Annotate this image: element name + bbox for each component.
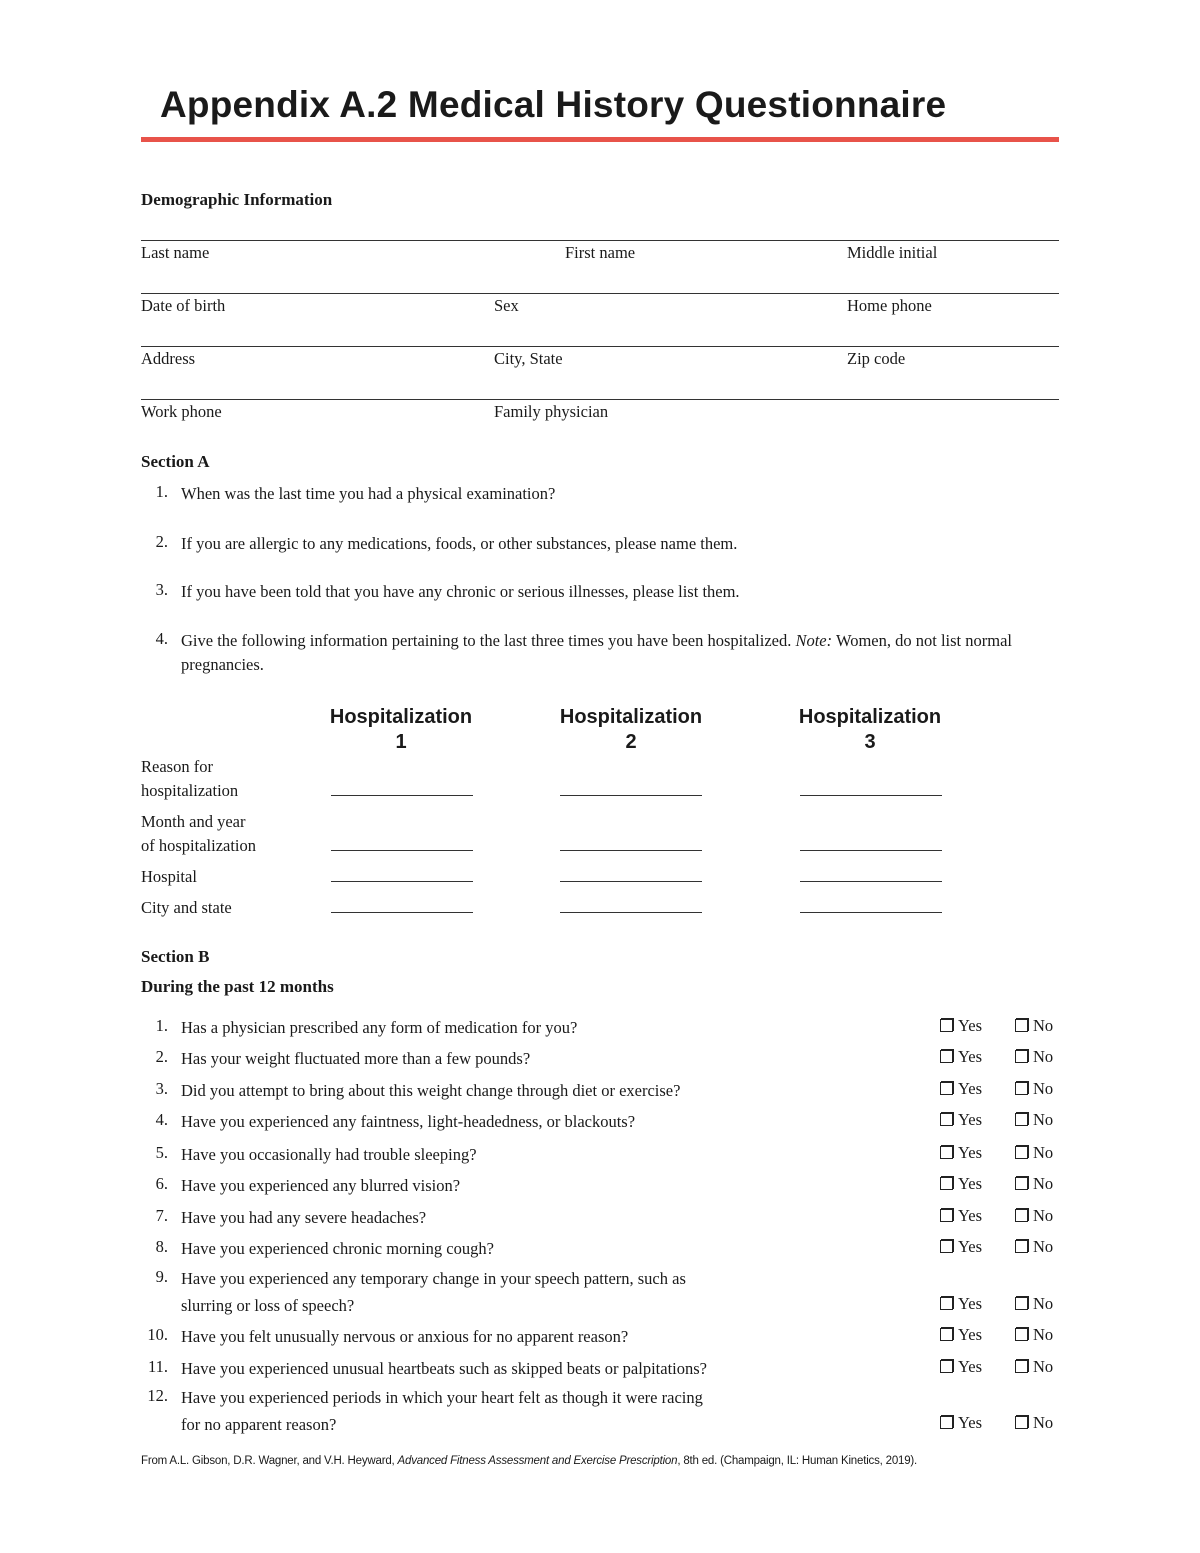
question-text-line: Have you felt unusually nervous or anxious for no apparent reason? xyxy=(181,1327,629,1346)
checkbox-icon[interactable] xyxy=(1015,1050,1028,1063)
question-number: 2. xyxy=(155,532,168,551)
answer-no-option[interactable] xyxy=(1015,1079,1053,1099)
question-text-line: Has a physician prescribed any form of medication for you? xyxy=(181,1018,578,1037)
section-b-question-8 xyxy=(181,1237,881,1261)
section-b-question-3 xyxy=(181,1079,881,1103)
answer-no-option[interactable] xyxy=(1015,1143,1053,1163)
checkbox-icon[interactable] xyxy=(1015,1177,1028,1190)
answer-yes-option[interactable] xyxy=(940,1237,982,1257)
hospitalization-row-label-hospital: Hospital xyxy=(141,867,197,886)
field-label-sex: Sex xyxy=(494,296,519,315)
fill-line[interactable] xyxy=(141,240,1059,241)
row-label-line: of hospitalization xyxy=(141,836,257,855)
checkbox-icon[interactable] xyxy=(940,1050,953,1063)
citation-suffix: , 8th ed. (Champaign, IL: Human Kinetics, 2019). xyxy=(677,1455,918,1467)
answer-yes-option[interactable] xyxy=(940,1079,982,1099)
answer-yes-label: Yes xyxy=(958,1325,983,1344)
section-b-question-5 xyxy=(181,1143,881,1167)
blank-line[interactable] xyxy=(560,912,702,913)
section-a-heading: Section A xyxy=(141,452,210,471)
answer-no-option[interactable] xyxy=(1015,1174,1053,1194)
question-text-line: Have you experienced periods in which your heart felt as though it were racing xyxy=(181,1388,703,1407)
answer-yes-option[interactable] xyxy=(940,1016,982,1036)
row-label-line: Month and year xyxy=(141,812,246,831)
hospitalization-column-1 xyxy=(301,705,501,755)
question-number: 5. xyxy=(155,1143,168,1162)
blank-line[interactable] xyxy=(560,795,702,796)
answer-yes-label: Yes xyxy=(958,1174,983,1193)
question-number: 12. xyxy=(147,1386,168,1405)
section-b-question-12 xyxy=(181,1386,881,1437)
checkbox-icon[interactable] xyxy=(940,1360,953,1373)
row-label-line: hospitalization xyxy=(141,781,239,800)
answer-yes-option[interactable] xyxy=(940,1413,982,1433)
citation-prefix: From A.L. Gibson, D.R. Wagner, and V.H. Heyward, xyxy=(141,1455,395,1467)
checkbox-icon[interactable] xyxy=(940,1019,953,1032)
field-label-date-of-birth: Date of birth xyxy=(141,296,226,315)
fill-line[interactable] xyxy=(141,293,1059,294)
answer-yes-label: Yes xyxy=(958,1110,983,1129)
section-b-question-6 xyxy=(181,1174,881,1198)
answer-no-label: No xyxy=(1033,1413,1054,1432)
question-text-line: Have you experienced any blurred vision? xyxy=(181,1176,461,1195)
answer-no-label: No xyxy=(1033,1143,1054,1162)
section-a-question-3: If you have been told that you have any chronic or serious illnesses, please list them. xyxy=(181,582,740,601)
answer-no-label: No xyxy=(1033,1237,1054,1256)
answer-no-option[interactable] xyxy=(1015,1294,1053,1314)
answer-no-option[interactable] xyxy=(1015,1237,1053,1257)
answer-yes-option[interactable] xyxy=(940,1110,982,1130)
checkbox-icon[interactable] xyxy=(1015,1240,1028,1253)
checkbox-icon[interactable] xyxy=(1015,1416,1028,1429)
answer-yes-label: Yes xyxy=(958,1016,983,1035)
blank-line[interactable] xyxy=(800,912,942,913)
field-label-last-name: Last name xyxy=(141,243,210,262)
answer-yes-option[interactable] xyxy=(940,1206,982,1226)
section-b-question-1 xyxy=(181,1016,881,1040)
question-number: 4. xyxy=(155,1110,168,1129)
checkbox-icon[interactable] xyxy=(1015,1328,1028,1341)
answer-yes-option[interactable] xyxy=(940,1143,982,1163)
answer-yes-option[interactable] xyxy=(940,1357,982,1377)
field-label-city-state: City, State xyxy=(494,349,563,368)
question-number: 9. xyxy=(155,1267,168,1286)
answer-no-option[interactable] xyxy=(1015,1357,1053,1377)
question-text-line: Did you attempt to bring about this weight change through diet or exercise? xyxy=(181,1081,681,1100)
blank-line[interactable] xyxy=(331,795,473,796)
answer-no-label: No xyxy=(1033,1110,1054,1129)
note-text: Women, do not list normal pregnancies. xyxy=(181,631,1012,674)
checkbox-icon[interactable] xyxy=(1015,1113,1028,1126)
answer-no-option[interactable] xyxy=(1015,1413,1053,1433)
question-text-line: Have you experienced chronic morning cough? xyxy=(181,1239,494,1258)
answer-no-label: No xyxy=(1033,1206,1054,1225)
checkbox-icon[interactable] xyxy=(940,1113,953,1126)
field-label-home-phone: Home phone xyxy=(847,296,932,315)
question-number: 2. xyxy=(155,1047,168,1066)
question-number: 3. xyxy=(155,580,168,599)
question-text-line: Have you experienced any temporary change in your speech pattern, such as xyxy=(181,1269,686,1288)
question-number: 7. xyxy=(155,1206,168,1225)
question-number: 11. xyxy=(147,1357,168,1376)
answer-yes-label: Yes xyxy=(958,1357,983,1376)
question-text: Give the following information pertaining to the last three times you have been hospitalized. xyxy=(181,631,792,650)
checkbox-icon[interactable] xyxy=(1015,1146,1028,1159)
note-label: Note: xyxy=(795,631,833,650)
fill-line[interactable] xyxy=(141,399,1059,400)
hospitalization-column-2 xyxy=(531,705,731,755)
fill-line[interactable] xyxy=(141,346,1059,347)
checkbox-icon[interactable] xyxy=(940,1297,953,1310)
checkbox-icon[interactable] xyxy=(940,1328,953,1341)
blank-line[interactable] xyxy=(560,850,702,851)
field-label-middle-initial: Middle initial xyxy=(847,243,938,262)
section-b-heading: Section B xyxy=(141,947,210,966)
answer-no-option[interactable] xyxy=(1015,1325,1053,1345)
blank-line[interactable] xyxy=(800,881,942,882)
answer-no-option[interactable] xyxy=(1015,1047,1053,1067)
answer-yes-label: Yes xyxy=(958,1413,983,1432)
hospitalization-row-label-reason xyxy=(141,755,238,803)
column-title: Hospitalization xyxy=(559,706,703,728)
title-underline xyxy=(141,137,1059,142)
blank-line[interactable] xyxy=(800,795,942,796)
checkbox-icon[interactable] xyxy=(1015,1297,1028,1310)
citation-book-title: Advanced Fitness Assessment and Exercise Prescription xyxy=(397,1455,678,1467)
blank-line[interactable] xyxy=(331,912,473,913)
demographic-heading: Demographic Information xyxy=(141,190,333,209)
question-text-line: Have you experienced unusual heartbeats such as skipped beats or palpitations? xyxy=(181,1359,707,1378)
answer-yes-option[interactable] xyxy=(940,1174,982,1194)
row-label-line: Reason for xyxy=(141,757,213,776)
section-a-question-4 xyxy=(181,629,1059,677)
section-a-question-1: When was the last time you had a physical examination? xyxy=(181,484,556,503)
answer-no-option[interactable] xyxy=(1015,1016,1053,1036)
section-b-question-11 xyxy=(181,1357,881,1381)
field-label-address: Address xyxy=(141,349,196,368)
section-b-question-10 xyxy=(181,1325,881,1349)
checkbox-icon[interactable] xyxy=(940,1240,953,1253)
answer-no-label: No xyxy=(1033,1357,1054,1376)
checkbox-icon[interactable] xyxy=(940,1416,953,1429)
checkbox-icon[interactable] xyxy=(1015,1209,1028,1222)
question-text-line: for no apparent reason? xyxy=(181,1415,337,1434)
question-text-line: Have you experienced any faintness, light-headedness, or blackouts? xyxy=(181,1112,636,1131)
answer-yes-option[interactable] xyxy=(940,1325,982,1345)
column-number: 3 xyxy=(864,731,876,753)
answer-no-label: No xyxy=(1033,1016,1054,1035)
answer-yes-label: Yes xyxy=(958,1143,983,1162)
question-number: 4. xyxy=(155,629,168,648)
answer-yes-option[interactable] xyxy=(940,1294,982,1314)
column-title: Hospitalization xyxy=(798,706,942,728)
question-text-line: slurring or loss of speech? xyxy=(181,1296,355,1315)
answer-no-label: No xyxy=(1033,1079,1054,1098)
section-b-subheading: During the past 12 months xyxy=(141,977,334,996)
question-number: 8. xyxy=(155,1237,168,1256)
answer-yes-label: Yes xyxy=(958,1237,983,1256)
field-label-first-name: First name xyxy=(565,243,636,262)
answer-no-option[interactable] xyxy=(1015,1110,1053,1130)
question-number: 10. xyxy=(147,1325,168,1344)
section-b-question-2 xyxy=(181,1047,881,1071)
question-text-line: Have you occasionally had trouble sleeping? xyxy=(181,1145,477,1164)
section-b-question-4 xyxy=(181,1110,881,1134)
checkbox-icon[interactable] xyxy=(940,1146,953,1159)
question-text-line: Have you had any severe headaches? xyxy=(181,1208,427,1227)
section-b-question-9 xyxy=(181,1267,881,1318)
field-label-family-physician: Family physician xyxy=(494,402,609,421)
question-number: 6. xyxy=(155,1174,168,1193)
section-b-question-7 xyxy=(181,1206,881,1230)
column-number: 2 xyxy=(625,731,637,753)
answer-yes-option[interactable] xyxy=(940,1047,982,1067)
hospitalization-row-label-month-year xyxy=(141,810,256,858)
column-title: Hospitalization xyxy=(329,706,473,728)
page-title: Appendix A.2 Medical History Questionnaire xyxy=(160,84,947,125)
blank-line[interactable] xyxy=(800,850,942,851)
answer-no-label: No xyxy=(1033,1294,1054,1313)
hospitalization-row-label-city-state: City and state xyxy=(141,898,232,917)
column-number: 1 xyxy=(395,731,407,753)
citation-footer xyxy=(141,1455,1059,1467)
section-a-question-2: If you are allergic to any medications, foods, or other substances, please name them. xyxy=(181,534,738,553)
answer-yes-label: Yes xyxy=(958,1079,983,1098)
blank-line[interactable] xyxy=(331,881,473,882)
answer-no-label: No xyxy=(1033,1325,1054,1344)
checkbox-icon[interactable] xyxy=(940,1177,953,1190)
hospitalization-column-3 xyxy=(770,705,970,755)
field-label-work-phone: Work phone xyxy=(141,402,222,421)
answer-no-label: No xyxy=(1033,1174,1054,1193)
question-text-line: Has your weight fluctuated more than a few pounds? xyxy=(181,1049,531,1068)
checkbox-icon[interactable] xyxy=(1015,1360,1028,1373)
question-number: 3. xyxy=(155,1079,168,1098)
answer-no-label: No xyxy=(1033,1047,1054,1066)
blank-line[interactable] xyxy=(560,881,702,882)
answer-yes-label: Yes xyxy=(958,1206,983,1225)
answer-yes-label: Yes xyxy=(958,1294,983,1313)
answer-no-option[interactable] xyxy=(1015,1206,1053,1226)
checkbox-icon[interactable] xyxy=(940,1209,953,1222)
checkbox-icon[interactable] xyxy=(1015,1019,1028,1032)
blank-line[interactable] xyxy=(331,850,473,851)
checkbox-icon[interactable] xyxy=(1015,1082,1028,1095)
field-label-zip-code: Zip code xyxy=(847,349,906,368)
question-number: 1. xyxy=(155,482,168,501)
question-number: 1. xyxy=(155,1016,168,1035)
answer-yes-label: Yes xyxy=(958,1047,983,1066)
checkbox-icon[interactable] xyxy=(940,1082,953,1095)
